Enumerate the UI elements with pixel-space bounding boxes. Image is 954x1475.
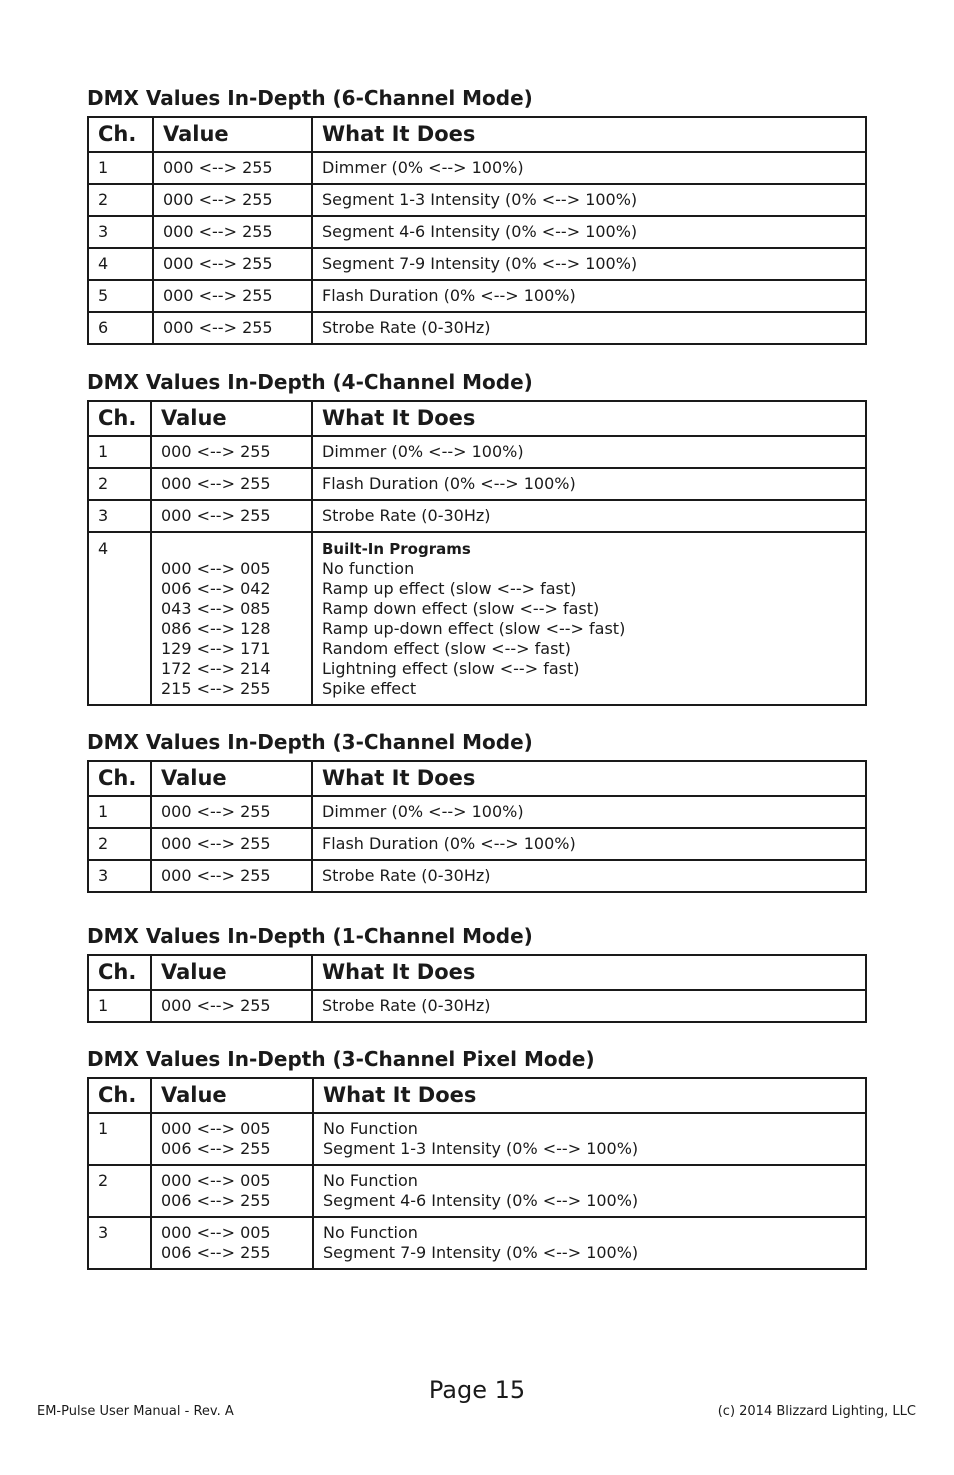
- value-range: 006 <--> 255: [161, 1191, 271, 1210]
- table-row: [88, 152, 866, 184]
- table-row: [88, 436, 866, 468]
- header-value: Value: [151, 401, 312, 436]
- value-range: 000 <--> 005: [161, 1171, 271, 1190]
- value-range: 006 <--> 042: [161, 579, 271, 598]
- table-row: [88, 500, 866, 532]
- table-row: [88, 280, 866, 312]
- function-line: No function: [322, 559, 415, 578]
- function-cell: Strobe Rate (0-30Hz): [312, 312, 866, 344]
- value-cell: 000 <--> 255: [151, 468, 312, 500]
- header-value: Value: [151, 761, 312, 796]
- function-line: Segment 7-9 Intensity (0% <--> 100%): [323, 1243, 639, 1262]
- channel-cell: 2: [88, 1165, 151, 1217]
- header-ch: Ch.: [88, 955, 151, 990]
- channel-cell: 6: [88, 312, 153, 344]
- section-title: DMX Values In-Depth (3-Channel Pixel Mode): [87, 1047, 595, 1071]
- function-cell: [313, 1217, 866, 1269]
- header-value: Value: [153, 117, 312, 152]
- value-cell: 000 <--> 255: [151, 990, 312, 1022]
- function-cell: [313, 1113, 866, 1165]
- function-line: No Function: [323, 1171, 418, 1190]
- function-cell: Segment 7-9 Intensity (0% <--> 100%): [312, 248, 866, 280]
- header-value: Value: [151, 955, 312, 990]
- value-cell: 000 <--> 255: [153, 248, 312, 280]
- function-line: Segment 1-3 Intensity (0% <--> 100%): [323, 1139, 639, 1158]
- value-cell: 000 <--> 255: [151, 860, 312, 892]
- value-range: 000 <--> 005: [161, 559, 271, 578]
- channel-cell: 3: [88, 216, 153, 248]
- table-row: [88, 312, 866, 344]
- channel-cell: 2: [88, 184, 153, 216]
- value-range: 000 <--> 005: [161, 1223, 271, 1242]
- value-cell: 000 <--> 255: [153, 312, 312, 344]
- header-what: What It Does: [312, 761, 866, 796]
- function-cell: Dimmer (0% <--> 100%): [312, 436, 866, 468]
- function-line: Spike effect: [322, 679, 417, 698]
- section-title: DMX Values In-Depth (6-Channel Mode): [87, 86, 533, 110]
- table-row: [88, 248, 866, 280]
- header-row: [88, 401, 866, 436]
- function-cell: Flash Duration (0% <--> 100%): [312, 468, 866, 500]
- dmx-table: [87, 760, 867, 893]
- channel-cell: 1: [88, 436, 151, 468]
- header-ch: Ch.: [88, 761, 151, 796]
- channel-cell: 1: [88, 152, 153, 184]
- function-line: Ramp up effect (slow <--> fast): [322, 579, 577, 598]
- page-number: Page 15: [428, 1376, 526, 1404]
- value-cell: [151, 532, 312, 705]
- table-row: [88, 1217, 866, 1269]
- table-row: [88, 468, 866, 500]
- function-cell: [313, 1165, 866, 1217]
- dmx-table: [87, 1077, 867, 1270]
- header-what: What It Does: [312, 401, 866, 436]
- header-value: Value: [151, 1078, 313, 1113]
- channel-cell: 5: [88, 280, 153, 312]
- function-cell: Flash Duration (0% <--> 100%): [312, 280, 866, 312]
- value-range: 086 <--> 128: [161, 619, 271, 638]
- value-cell: 000 <--> 255: [151, 500, 312, 532]
- function-line: Lightning effect (slow <--> fast): [322, 659, 580, 678]
- channel-cell: 3: [88, 500, 151, 532]
- table-row-programs: [88, 532, 866, 705]
- section-title: DMX Values In-Depth (3-Channel Mode): [87, 730, 533, 754]
- value-cell: 000 <--> 255: [151, 828, 312, 860]
- table-row: [88, 796, 866, 828]
- value-range: 172 <--> 214: [161, 659, 271, 678]
- function-cell: Segment 1-3 Intensity (0% <--> 100%): [312, 184, 866, 216]
- header-row: [88, 117, 866, 152]
- dmx-table: [87, 116, 867, 345]
- function-line: Ramp up-down effect (slow <--> fast): [322, 619, 626, 638]
- value-range: 129 <--> 171: [161, 639, 271, 658]
- header-what: What It Does: [312, 955, 866, 990]
- value-cell: 000 <--> 255: [153, 184, 312, 216]
- function-line: Random effect (slow <--> fast): [322, 639, 571, 658]
- channel-cell: 3: [88, 860, 151, 892]
- value-range: 043 <--> 085: [161, 599, 271, 618]
- channel-cell: 1: [88, 1113, 151, 1165]
- header-ch: Ch.: [88, 1078, 151, 1113]
- value-cell: [151, 1217, 313, 1269]
- value-range: 006 <--> 255: [161, 1139, 271, 1158]
- header-what: What It Does: [313, 1078, 866, 1113]
- function-cell: Segment 4-6 Intensity (0% <--> 100%): [312, 216, 866, 248]
- channel-cell: 1: [88, 796, 151, 828]
- header-row: [88, 761, 866, 796]
- value-range: 006 <--> 255: [161, 1243, 271, 1262]
- dmx-table: [87, 400, 867, 706]
- section-title: DMX Values In-Depth (4-Channel Mode): [87, 370, 533, 394]
- value-range: 000 <--> 005: [161, 1119, 271, 1138]
- channel-cell: 2: [88, 828, 151, 860]
- table-row: [88, 828, 866, 860]
- footer-copyright: (c) 2014 Blizzard Lighting, LLC: [717, 1404, 916, 1419]
- value-cell: [151, 1165, 313, 1217]
- function-cell: Dimmer (0% <--> 100%): [312, 796, 866, 828]
- function-line: Ramp down effect (slow <--> fast): [322, 599, 600, 618]
- section-title: DMX Values In-Depth (1-Channel Mode): [87, 924, 533, 948]
- function-cell: Strobe Rate (0-30Hz): [312, 990, 866, 1022]
- spacer-line: [161, 539, 311, 559]
- table-row: [88, 216, 866, 248]
- table-row: [88, 990, 866, 1022]
- footer-manual-title: EM-Pulse User Manual - Rev. A: [37, 1404, 234, 1419]
- header-row: [88, 1078, 866, 1113]
- table-row: [88, 1113, 866, 1165]
- channel-cell: 2: [88, 468, 151, 500]
- channel-cell: 4: [88, 248, 153, 280]
- header-ch: Ch.: [88, 401, 151, 436]
- function-cell: Flash Duration (0% <--> 100%): [312, 828, 866, 860]
- table-row: [88, 860, 866, 892]
- dmx-table: [87, 954, 867, 1023]
- function-line: No Function: [323, 1119, 418, 1138]
- header-what: What It Does: [312, 117, 866, 152]
- channel-cell: 4: [88, 532, 151, 705]
- header-ch: Ch.: [88, 117, 153, 152]
- function-line: Segment 4-6 Intensity (0% <--> 100%): [323, 1191, 639, 1210]
- value-cell: 000 <--> 255: [151, 436, 312, 468]
- value-cell: 000 <--> 255: [153, 152, 312, 184]
- value-range: 215 <--> 255: [161, 679, 271, 698]
- value-cell: 000 <--> 255: [153, 216, 312, 248]
- table-row: [88, 184, 866, 216]
- function-cell: Strobe Rate (0-30Hz): [312, 860, 866, 892]
- function-cell: Dimmer (0% <--> 100%): [312, 152, 866, 184]
- table-row: [88, 1165, 866, 1217]
- channel-cell: 1: [88, 990, 151, 1022]
- value-cell: 000 <--> 255: [151, 796, 312, 828]
- function-line: No Function: [323, 1223, 418, 1242]
- function-cell: [312, 532, 866, 705]
- channel-cell: 3: [88, 1217, 151, 1269]
- function-cell: Strobe Rate (0-30Hz): [312, 500, 866, 532]
- programs-heading: Built-In Programs: [322, 540, 471, 558]
- value-cell: [151, 1113, 313, 1165]
- header-row: [88, 955, 866, 990]
- value-cell: 000 <--> 255: [153, 280, 312, 312]
